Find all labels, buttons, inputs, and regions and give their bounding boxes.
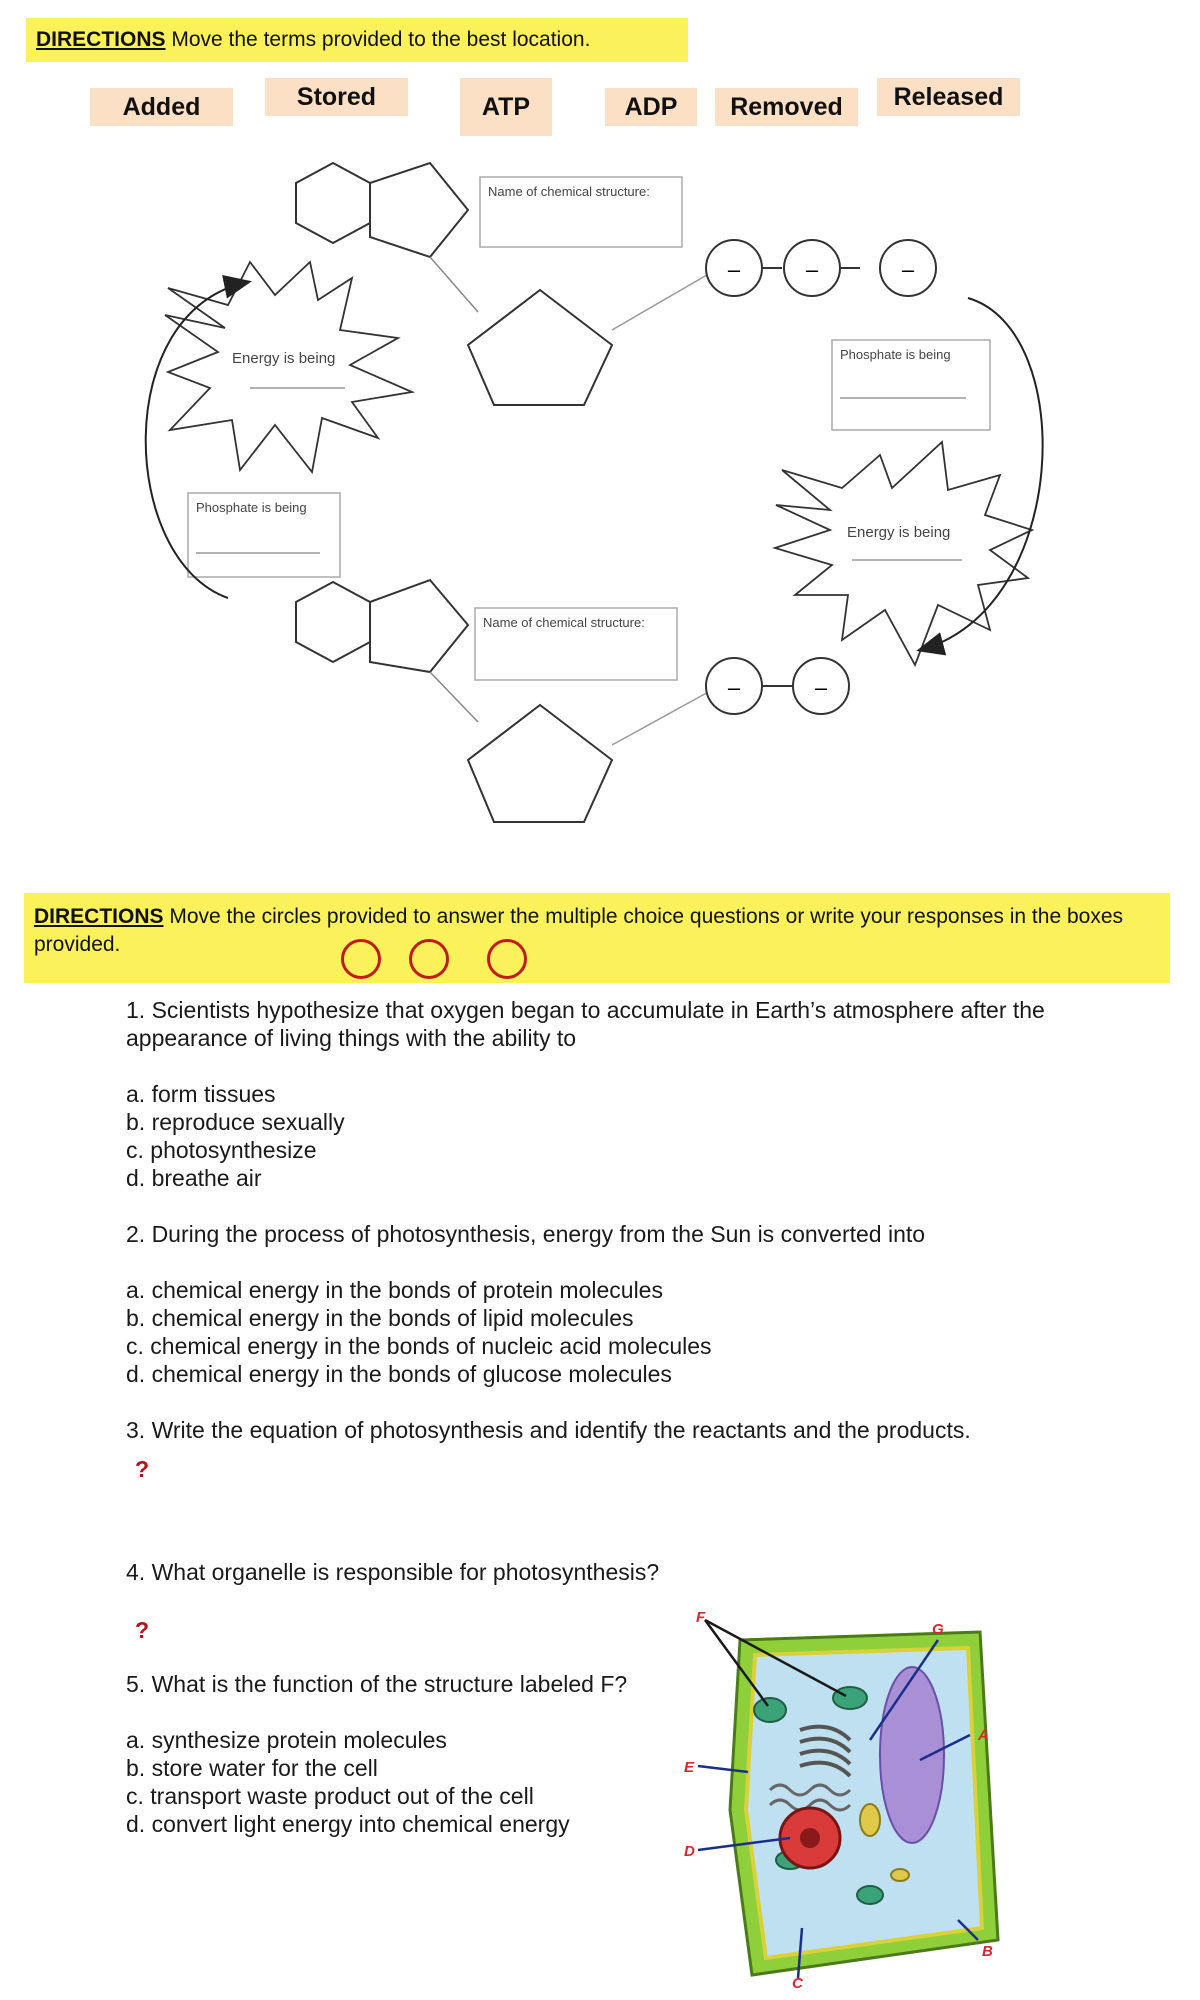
question-1: 1. Scientists hypothesize that oxygen began to accumulate in Earth’s atmosphere after the appearance of living things with the ability to [126,997,1045,1051]
directions-label-2: DIRECTIONS [34,905,164,928]
answer-circle-1[interactable] [341,939,381,979]
top-name-label: Name of chemical structure: [488,184,650,199]
term-adp[interactable]: ADP [605,88,697,126]
left-energy-label: Energy is being [232,350,336,367]
q5-option-a[interactable]: a. synthesize protein molecules [126,1727,447,1753]
q5-option-c[interactable]: c. transport waste product out of the cell [126,1783,534,1809]
q1-option-d[interactable]: d. breathe air [126,1165,262,1191]
question-2-options [126,1276,712,1388]
cell-label-a: A [978,1727,989,1744]
q1-option-b[interactable]: b. reproduce sexually [126,1109,345,1135]
q2-option-c[interactable]: c. chemical energy in the bonds of nucleic acid molecules [126,1333,712,1359]
bottom-phosphate-2-symbol: – [814,675,828,700]
directions-text-2: Move the circles provided to answer the multiple choice questions or write your responses in the boxes provided. [34,905,1123,956]
term-stored[interactable]: Stored [265,78,408,116]
chloroplast-1 [754,1698,786,1722]
q2-option-d[interactable]: d. chemical energy in the bonds of glucose molecules [126,1361,672,1387]
answer-circle-3[interactable] [487,939,527,979]
mitochondrion-2 [891,1869,909,1881]
q1-option-a[interactable]: a. form tissues [126,1081,276,1107]
bottom-ribose-pentagon [468,705,612,822]
right-phosphate-label: Phosphate is being [840,347,951,362]
top-pentagon [370,163,468,257]
directions-banner-1 [26,18,688,62]
term-released[interactable]: Released [877,78,1020,116]
directions-text: Move the terms provided to the best location. [165,28,591,51]
question-4: 4. What organelle is responsible for photosynthesis? [126,1559,660,1585]
q5-option-b[interactable]: b. store water for the cell [126,1755,378,1781]
bottom-pentagon [370,580,468,672]
cell-label-b: B [982,1943,993,1960]
bottom-hexagon [296,582,370,662]
nucleolus [800,1828,820,1848]
q1-option-c[interactable]: c. photosynthesize [126,1137,317,1163]
directions-banner-2 [24,893,1170,983]
directions-label: DIRECTIONS [36,28,166,51]
cell-label-f: F [696,1610,706,1626]
term-atp[interactable]: ATP [460,78,552,136]
cell-label-c: C [792,1975,803,1990]
question-4-answer-box[interactable]: ? [135,1617,150,1643]
chloroplast-2 [833,1687,867,1709]
q5-option-d[interactable]: d. convert light energy into chemical energy [126,1811,570,1837]
top-hexagon [296,163,370,243]
question-3-answer-box[interactable]: ? [135,1456,150,1482]
cell-label-e: E [684,1759,695,1776]
chloroplast-4 [857,1886,883,1904]
cell-label-d: D [684,1843,695,1860]
top-ribose-pentagon [468,290,612,405]
term-removed[interactable]: Removed [715,88,858,126]
question-5-options [126,1726,570,1838]
top-phosphate-3-symbol: – [901,257,915,282]
q2-option-b[interactable]: b. chemical energy in the bonds of lipid molecules [126,1305,634,1331]
plant-cell-diagram [680,1610,1020,1990]
top-phosphate-1-symbol: – [727,257,741,282]
mitochondrion-1 [860,1804,880,1836]
bottom-phosphate-1-symbol: – [727,675,741,700]
cell-label-g: G [932,1621,944,1638]
question-1-options [126,1080,345,1192]
question-5: 5. What is the function of the structure labeled F? [126,1671,628,1697]
left-energy-starburst [165,262,412,472]
atp-adp-cycle-diagram [0,140,1200,840]
answer-circle-2[interactable] [409,939,449,979]
vacuole [880,1667,944,1843]
left-phosphate-label: Phosphate is being [196,500,307,515]
question-3: 3. Write the equation of photosynthesis and identify the reactants and the products. [126,1417,971,1443]
q2-option-a[interactable]: a. chemical energy in the bonds of protein molecules [126,1277,663,1303]
right-energy-label: Energy is being [847,524,951,541]
top-phosphate-2-symbol: – [805,257,819,282]
right-energy-starburst [775,442,1032,665]
bottom-name-label: Name of chemical structure: [483,615,645,630]
question-2: 2. During the process of photosynthesis, energy from the Sun is converted into [126,1221,926,1247]
term-added[interactable]: Added [90,88,233,126]
